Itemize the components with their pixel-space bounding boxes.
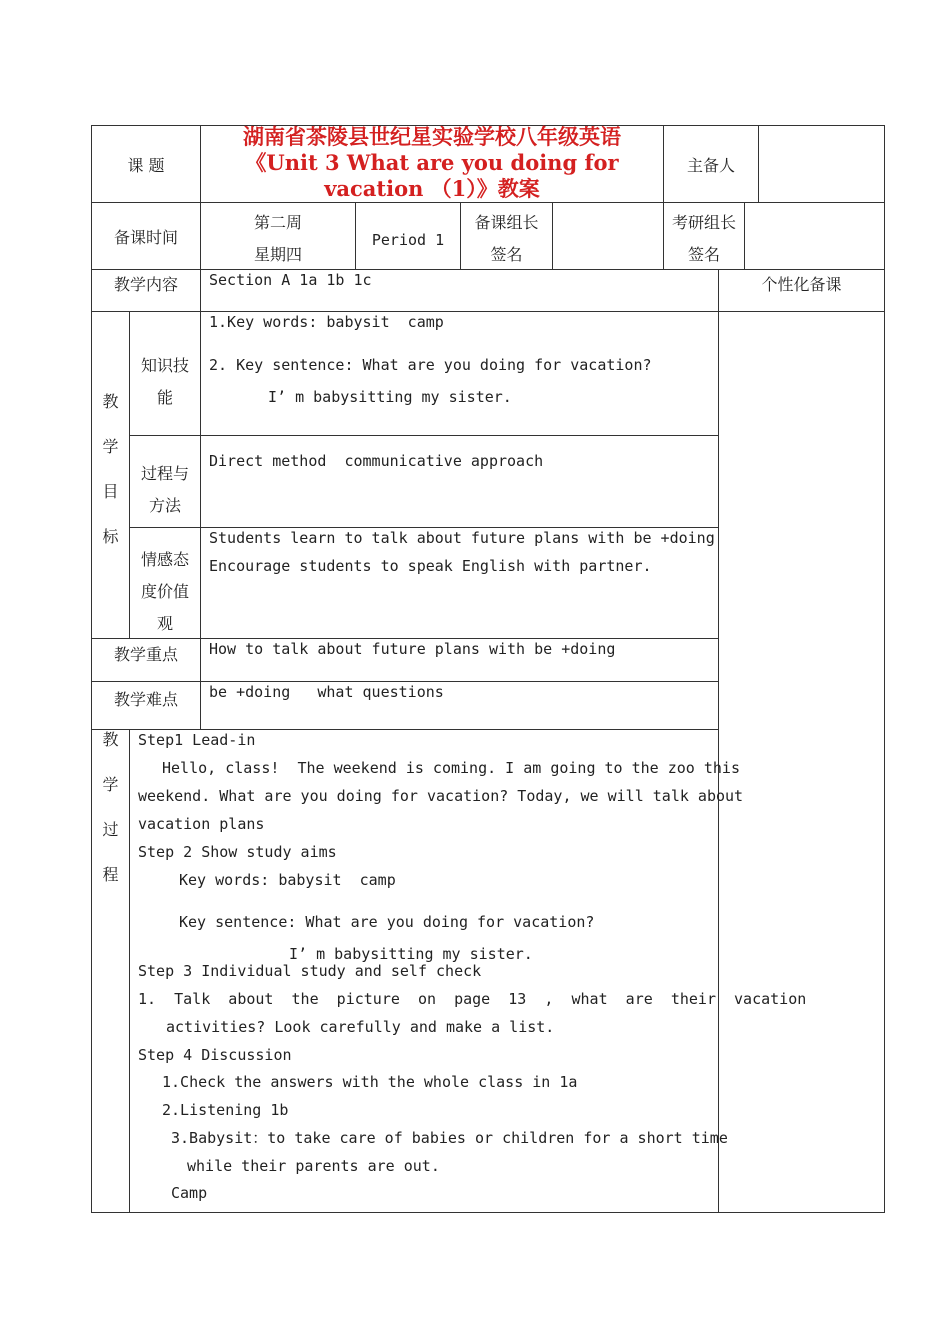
research-leader-sign-label: 签名: [687, 245, 720, 264]
table-border-right: [884, 125, 885, 1213]
knowledge-label: 知识技: [140, 356, 189, 375]
teaching-process-label: [92, 730, 129, 910]
knowledge-line: 1.Key words: babysit camp: [209, 313, 444, 331]
process-line: Camp: [171, 1184, 208, 1202]
document-title: [201, 124, 663, 202]
side-char: 目: [102, 482, 119, 501]
process-method-label: 过程与: [140, 464, 189, 483]
knowledge-label: 能: [156, 388, 173, 407]
process-line: Hello, class! The weekend is coming. I am going to the zoo this: [162, 759, 740, 777]
side-char: 标: [102, 527, 119, 546]
process-line: vacation plans: [138, 815, 265, 833]
rule: [744, 202, 745, 269]
rule: [718, 269, 719, 1213]
process-line: 1.Check the answers with the whole class in 1a: [162, 1073, 578, 1091]
process-line: Step 2 Show study aims: [138, 843, 337, 861]
side-char: 学: [102, 437, 119, 456]
rule: [758, 125, 759, 202]
process-line: 3.Babysit：to take care of babies or children for a short time: [171, 1129, 728, 1147]
process-method-line: Direct method communicative approach: [209, 452, 544, 470]
process-line: while their parents are out.: [187, 1157, 440, 1175]
title-line: 湖南省茶陵县世纪星实验学校八年级英语: [243, 124, 621, 149]
knowledge-line: 2. Key sentence: What are you doing for vacation?: [209, 356, 652, 374]
process-line: 1. Talk about the picture on page 13 , what are their vacation: [138, 990, 807, 1008]
process-line: 2.Listening 1b: [162, 1101, 289, 1119]
group-leader-sign-label: 签名: [490, 245, 523, 264]
process-line: Step 3 Individual study and self check: [138, 962, 482, 980]
process-line: activities? Look carefully and make a list.: [166, 1018, 555, 1036]
process-line: Key words: babysit camp: [179, 871, 396, 889]
process-line: Step 4 Discussion: [138, 1046, 292, 1064]
difficult-point-label: 教学难点: [113, 690, 178, 709]
emotion-label: 度价值: [140, 582, 189, 601]
personal-prep-label: 个性化备课: [761, 275, 842, 294]
key-point-label: 教学重点: [113, 645, 178, 664]
teaching-content-value: Section A 1a 1b 1c: [209, 271, 372, 289]
difficult-point-value: be +doing what questions: [209, 683, 444, 701]
rule: [91, 202, 885, 203]
day-value: 星期四: [253, 245, 302, 264]
rule: [129, 729, 130, 1213]
process-method-label: 方法: [148, 496, 181, 515]
key-point-value: How to talk about future plans with be +doing: [209, 640, 616, 658]
rule: [200, 269, 201, 729]
side-char: 教: [102, 392, 119, 411]
side-char: 程: [102, 865, 119, 884]
group-leader-label: 备课组长: [474, 213, 539, 232]
emotion-label: 观: [156, 614, 173, 633]
prep-time-label: 备课时间: [113, 228, 178, 247]
table-border-bottom: [91, 1212, 885, 1213]
emotion-label: 情感态: [140, 550, 189, 569]
teaching-goals-label: [92, 392, 129, 572]
week-value: 第二周: [253, 213, 302, 232]
title-line: 《Unit 3 What are you doing for: [245, 150, 619, 175]
rule: [552, 202, 553, 269]
rule: [129, 435, 718, 436]
process-line: I’ m babysitting my sister.: [289, 945, 533, 963]
process-line: Key sentence: What are you doing for vacation?: [179, 913, 595, 931]
side-char: 学: [102, 775, 119, 794]
emotion-line: Students learn to talk about future plans with be +doing: [209, 529, 715, 547]
topic-label: 课 题: [127, 156, 165, 175]
side-char: 教: [102, 730, 119, 749]
emotion-line: Encourage students to speak English with partner.: [209, 557, 652, 575]
process-line: weekend. What are you doing for vacation? Today, we will talk about: [138, 787, 744, 805]
preparer-label: 主备人: [686, 156, 735, 175]
period-value: Period 1: [371, 231, 445, 249]
research-leader-label: 考研组长: [671, 213, 736, 232]
knowledge-line: I’ m babysitting my sister.: [268, 388, 512, 406]
teaching-content-label: 教学内容: [113, 275, 178, 294]
title-line: vacation （1）》教案: [324, 176, 540, 201]
side-char: 过: [102, 820, 119, 839]
process-line: Step1 Lead-in: [138, 731, 256, 749]
